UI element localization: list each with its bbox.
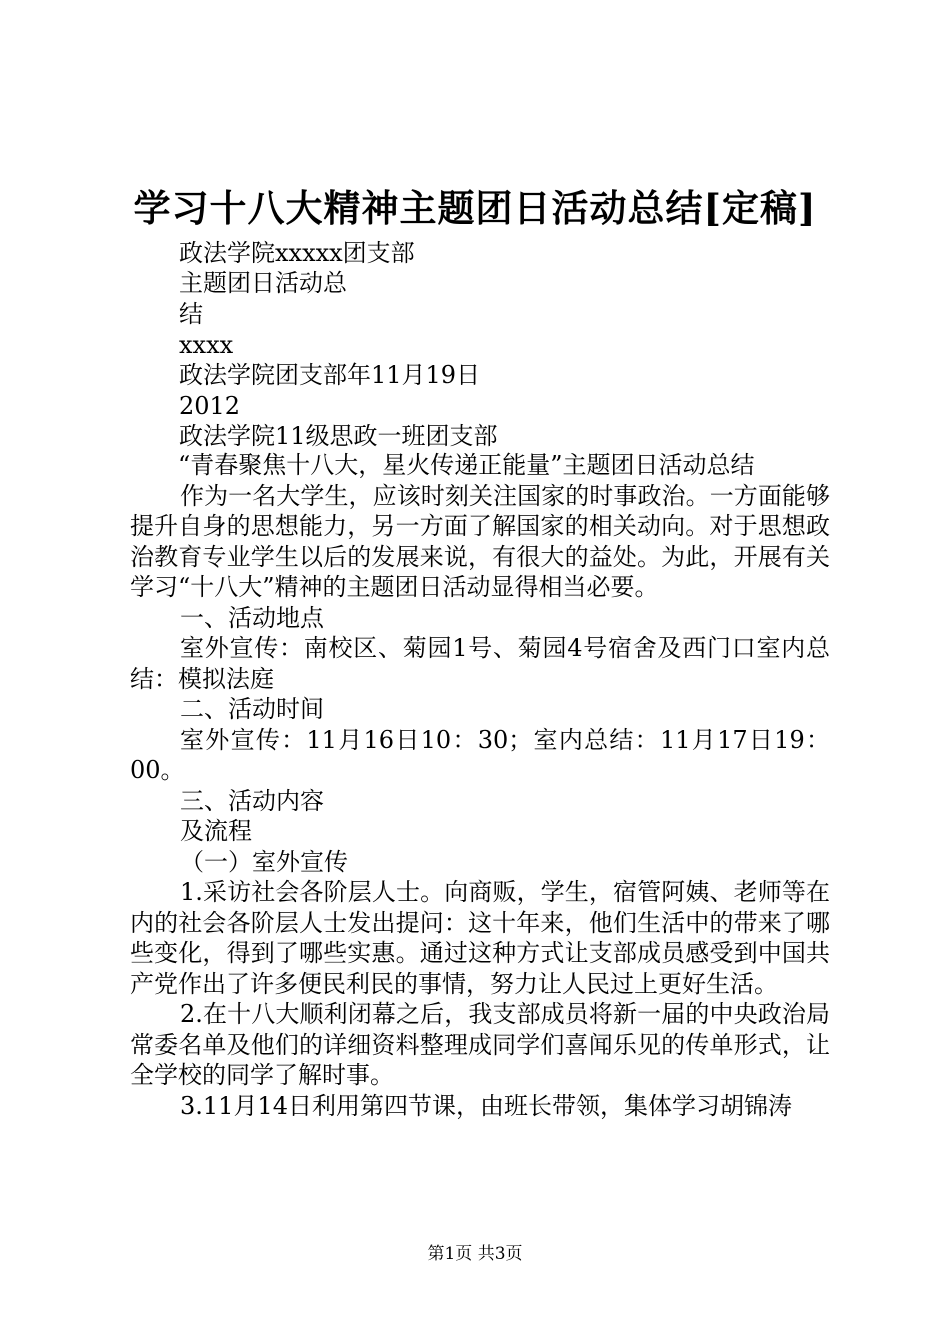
heading-time: 二、活动时间 — [180, 695, 324, 723]
subtitle: “青春聚焦十八大，星火传递正能量”主题团日活动总结 — [178, 451, 755, 479]
meta-line-year: 2012 — [179, 392, 241, 420]
paragraph-time: 室外宣传：11月16日10：30；室内总结：11月17日19：00。 — [130, 725, 830, 784]
meta-line-summary-b: 结 — [179, 300, 203, 328]
meta-line-class: 政法学院11级思政一班团支部 — [179, 422, 498, 450]
list-item: 1.采访社会各阶层人士。向商贩，学生，宿管阿姨、老师等在内的社会各阶层人士发出提问：这十年来，他们生活中的带来了哪些变化，得到了哪些实惠。通过这种方式让支部成员感受到中国共产党作出了许多便民利民的事情，努力让人民过上更好生活。 — [130, 878, 830, 998]
document-title: 学习十八大精神主题团日活动总结[定稿] — [133, 186, 817, 230]
document-body — [130, 450, 830, 1121]
paragraph-location: 室外宣传：南校区、菊园1号、菊园4号宿舍及西门口室内总结：模拟法庭 — [130, 634, 830, 693]
heading-process: 及流程 — [180, 817, 252, 845]
paragraph-intro: 作为一名大学生，应该时刻关注国家的时事政治。一方面能够提升自身的思想能力，另一方面了解国家的相关动向。对于思想政治教育专业学生以后的发展来说，有很大的益处。为此，开展有关学习“十八大”精神的主题团日活动显得相当必要。 — [130, 481, 830, 601]
list-item: 3.11月14日利用第四节课，由班长带领，集体学习胡锦涛 — [180, 1091, 792, 1120]
meta-line-summary-a: 主题团日活动总 — [179, 269, 347, 297]
meta-line-author: xxxx — [179, 331, 234, 359]
meta-line-date: 政法学院团支部年11月19日 — [179, 361, 481, 389]
list-item: 2.在十八大顺利闭幕之后，我支部成员将新一届的中央政治局常委名单及他们的详细资料整理成同学们喜闻乐见的传单形式，让全学校的同学了解时事。 — [130, 1000, 830, 1089]
heading-location: 一、活动地点 — [180, 603, 324, 632]
meta-line-department: 政法学院xxxxx团支部 — [179, 239, 415, 267]
page-footer: 第1页 共3页 — [427, 1244, 523, 1264]
heading-content: 三、活动内容 — [180, 786, 324, 815]
heading-outdoor: （一）室外宣传 — [180, 847, 348, 876]
